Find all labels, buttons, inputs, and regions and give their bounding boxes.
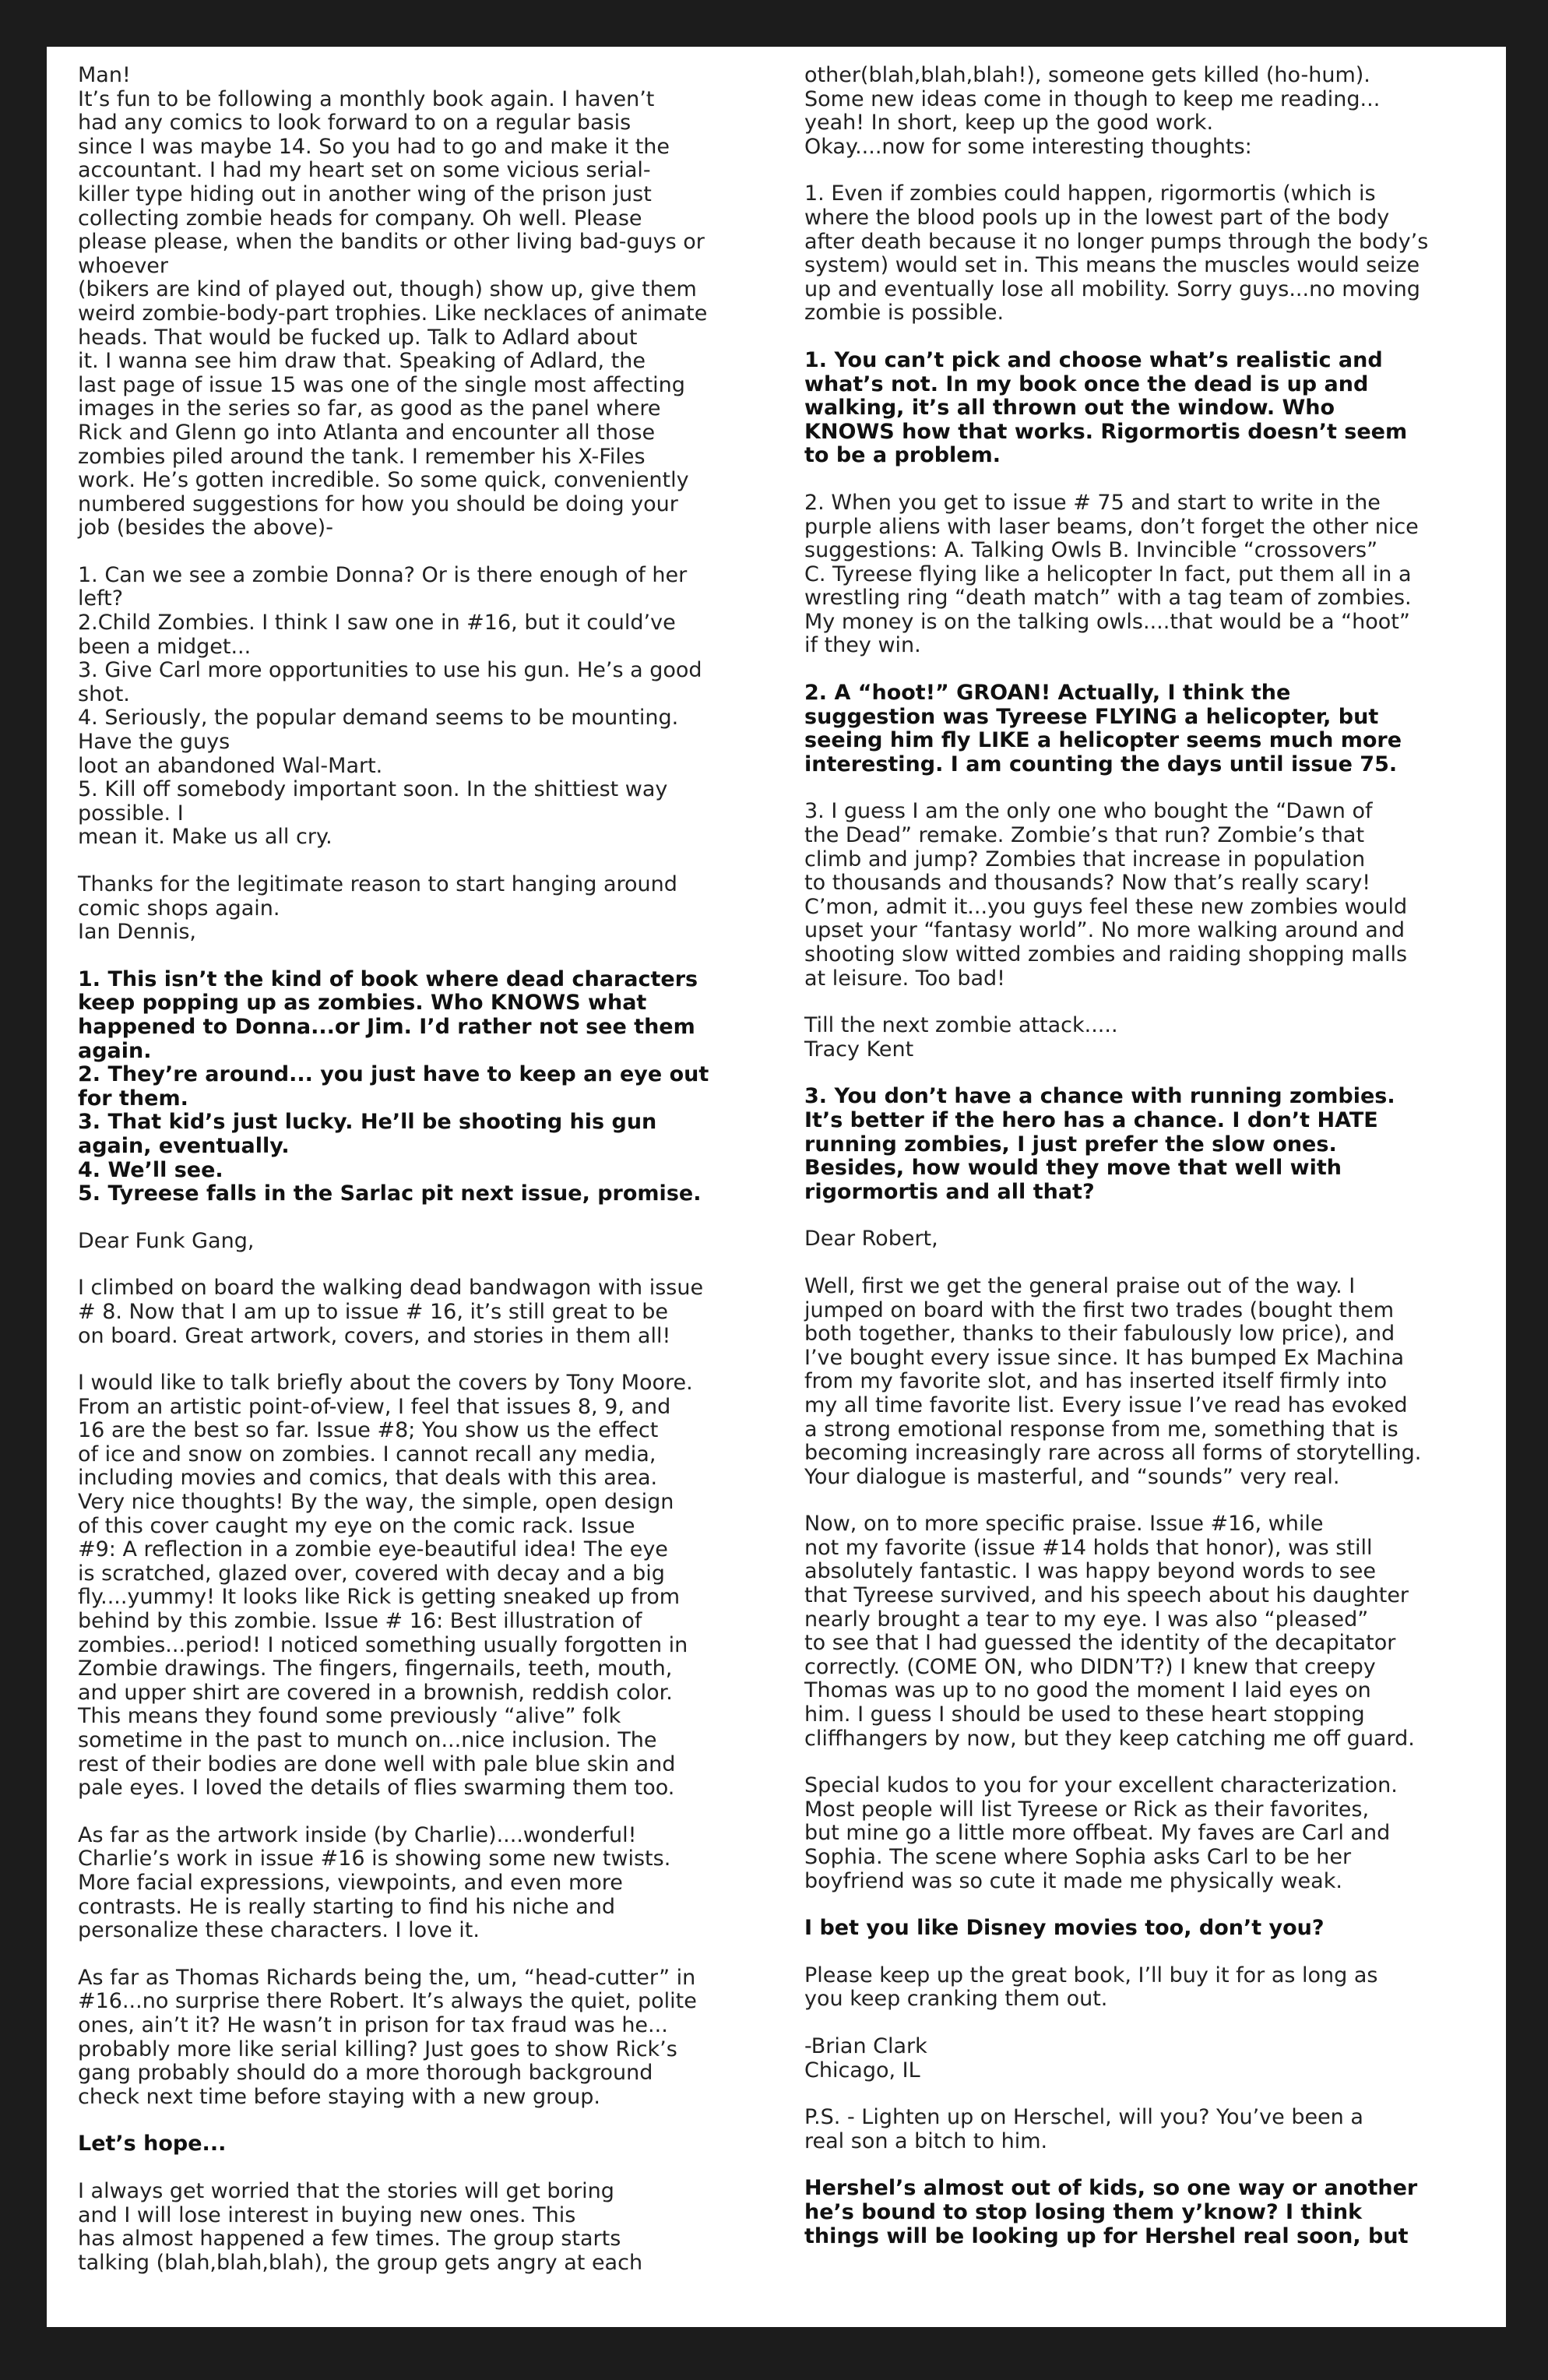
letter-paragraph: Now, on to more specific praise. Issue #16, while not my favorite (issue #14 holds that honor), was still absolutely fantastic. I was happy beyond words to see that Tyreese survived, and his speech about his daughter nearly brought a tear to my eye. I was also “pleased” to see that I had guessed the identity of the decapitator correctly. (COME ON, who DIDN’T?) I knew that creepy Thomas was up to no good the moment I laid eyes on him. I guess I should be used to these heart stopping cliffhangers by now, but they keep catching me off guard. [804,1512,1415,1751]
editor-response: I bet you like Disney movies too, don’t you? [804,1916,1325,1941]
editor-response: 1. This isn’t the kind of book where dead characters keep popping up as zombies. Who KNOWS what happened to Donna...or Jim. I’d rather not see them again. 2. They’re around... you just have to keep an eye out for them. 3. That kid’s just lucky. He’ll be shooting his gun again, eventually. 4. We’ll see. 5. Tyreese falls in the Sarlac pit next issue, promise. [78,966,709,1206]
letter-greeting: Dear Funk Gang, [78,1228,255,1253]
letter-paragraph: I climbed on board the walking dead bandwagon with issue # 8. Now that I am up to issue # 16, it’s still great to be on board. Great artwork, covers, and stories in them all! [78,1276,704,1348]
letter-greeting: Dear Robert, [804,1227,938,1252]
right-column [804,64,1482,2248]
letter-paragraph: 1. Can we see a zombie Donna? Or is there enough of her left? 2.Child Zombies. I think I saw one in #16, but it could’ve been a midget... 3. Give Carl more opportunities to use his gun. He’s a good shot. 4. Seriously, the popular demand seems to be mounting. Have the guys loot an abandoned Wal-Mart. 5. Kill off somebody important soon. In the shittiest way possible. I mean it. Make us all cry. [78,562,702,850]
letter-paragraph: Please keep up the great book, I’ll buy it for as long as you keep cranking them out. [804,1963,1378,2012]
letter-signoff: Till the next zombie attack..... Tracy Kent [804,1013,1118,1061]
editor-response: 2. A “hoot!” GROAN! Actually, I think the suggestion was Tyreese FLYING a helicopter, but seeing him fly LIKE a helicopter seems much more interesting. I am counting the days until issue 75. [804,681,1402,776]
letter-paragraph: As far as Thomas Richards being the, um, “head-cutter” in #16...no surprise there Robert. It’s always the quiet, polite ones, ain’t it? He wasn’t in prison for tax fraud was he... probably more like serial killing? Just goes to show Rick’s gang probably should do a more thorough background check next time before staying with a new group. [78,1965,697,2109]
letter-paragraph: I would like to talk briefly about the covers by Tony Moore. From an artistic point-of-view, I feel that issues 8, 9, and 16 are the best so far. Issue #8; You show us the effect of ice and snow on zombies. I cannot recall any media, including movies and comics, that deals with this area. Very nice thoughts! By the way, the simple, open design of this cover caught my eye on the comic rack. Issue #9: A reflection in a zombie eye-beautiful idea! The eye is scratched, glazed over, covered with decay and a big fly....yummy! It looks like Rick is getting sneaked up from behind by this zombie. Issue # 16: Best illustration of zombies...period! I noticed something usually forgotten in Zombie drawings. The fingers, fingernails, teeth, mouth, and upper shirt are covered in a brownish, reddish color. This means they found some previously “alive” folk sometime in the past to munch on...nice inclusion. The rest of their bodies are done well with pale blue skin and pale eyes. I loved the details of flies swarming them too. [78,1371,693,1801]
left-column [78,64,763,2275]
letter-signoff: Thanks for the legitimate reason to start hanging around comic shops again. Ian Dennis, [78,872,677,945]
letter-paragraph: other(blah,blah,blah!), someone gets killed (ho-hum). Some new ideas come in though to keep me reading... yeah! In short, keep up the good work. Okay....now for some interesting thoughts: [804,63,1381,159]
letter-paragraph: 1. Even if zombies could happen, rigormortis (which is where the blood pools up in the lowest part of the body after death because it no longer pumps through the body’s system) would set in. This means the muscles would seize up and eventually lose all mobility. Sorry guys...no moving zombie is possible. [804,181,1429,326]
letter-paragraph: P.S. - Lighten up on Herschel, will you? You’ve been a real son a bitch to him. [804,2105,1363,2153]
letters-page [47,47,1506,2327]
editor-response: 1. You can’t pick and choose what’s realistic and what’s not. In my book once the dead is up and walking, it’s all thrown out the window. Who KNOWS how that works. Rigormortis doesn’t seem to be a problem. [804,347,1408,468]
letter-paragraph: I always get worried that the stories will get boring and I will lose interest in buying new ones. This has almost happened a few times. The group starts talking (blah,blah,blah), the group gets angry at each [78,2178,643,2275]
letter-paragraph: Well, first we get the general praise out of the way. I jumped on board with the first two trades (bought them both together, thanks to their fabulously low price), and I’ve bought every issue since. It has bumped Ex Machina from my favorite slot, and has inserted itself firmly into my all time favorite list. Every issue I’ve read has evoked a strong emotional response from me, something that is becoming increasingly rare across all forms of storytelling. Your dialogue is masterful, and “sounds” very real. [804,1273,1422,1489]
editor-response: Let’s hope... [78,2132,227,2156]
editor-response: 3. You don’t have a chance with running zombies. It’s better if the hero has a chance. I don’t HATE running zombies, I just prefer the slow ones. Besides, how would they move that well with rigormortis and all that? [804,1084,1395,1204]
letter-paragraph: Man! It’s fun to be following a monthly book again. I haven’t had any comics to look forward to on a regular basis since I was maybe 14. So you had to go and make it the accountant. I had my heart set on some vicious serial- killer type hiding out in another wing of the prison just collecting zombie heads for company. Oh well. Please please please, when the bandits or other living bad-guys or whoever (bikers are kind of played out, though) show up, give them weird zombie-body-part trophies. Like necklaces of animate heads. That would be fucked up. Talk to Adlard about it. I wanna see him draw that. Speaking of Adlard, the last page of issue 15 was one of the single most affecting images in the series so far, as good as the panel where Rick and Glenn go into Atlanta and encounter all those zombies piled around the tank. I remember his X-Files work. He’s gotten incredible. So some quick, conveniently numbered suggestions for how you should be doing your job (besides the above)- [78,63,708,540]
letter-paragraph: 2. When you get to issue # 75 and start to write in the purple aliens with laser beams, don’t forget the other nice suggestions: A. Talking Owls B. Invincible “crossovers” C. Tyreese flying like a helicopter In fact, put them all in a wrestling ring “death match” with a tag team of zombies. My money is on the talking owls....that would be a “hoot” if they win. [804,490,1419,658]
editor-response: Hershel’s almost out of kids, so one way or another he’s bound to stop losing them y’know? I think things will be looking up for Hershel real soon, but [804,2176,1418,2248]
letter-paragraph: As far as the artwork inside (by Charlie)....wonderful! Charlie’s work in issue #16 is showing some new twists. More facial expressions, viewpoints, and even more contrasts. He is really starting to find his niche and personalize these characters. I love it. [78,1822,671,1943]
letter-signoff: -Brian Clark Chicago, IL [804,2033,927,2082]
letter-paragraph: Special kudos to you for your excellent characterization. Most people will list Tyreese or Rick as their favorites, but mine go a little more offbeat. My faves are Carl and Sophia. The scene where Sophia asks Carl to be her boyfriend was so cute it made me physically weak. [804,1773,1398,1893]
letter-paragraph: 3. I guess I am the only one who bought the “Dawn of the Dead” remake. Zombie’s that run? Zombie’s that climb and jump? Zombies that increase in population to thousands and thousands? Now that’s really scary! C’mon, admit it...you guys feel these new zombies would upset your “fantasy world”. No more walking around and shooting slow witted zombies and raiding shopping malls at leisure. Too bad! [804,799,1408,991]
